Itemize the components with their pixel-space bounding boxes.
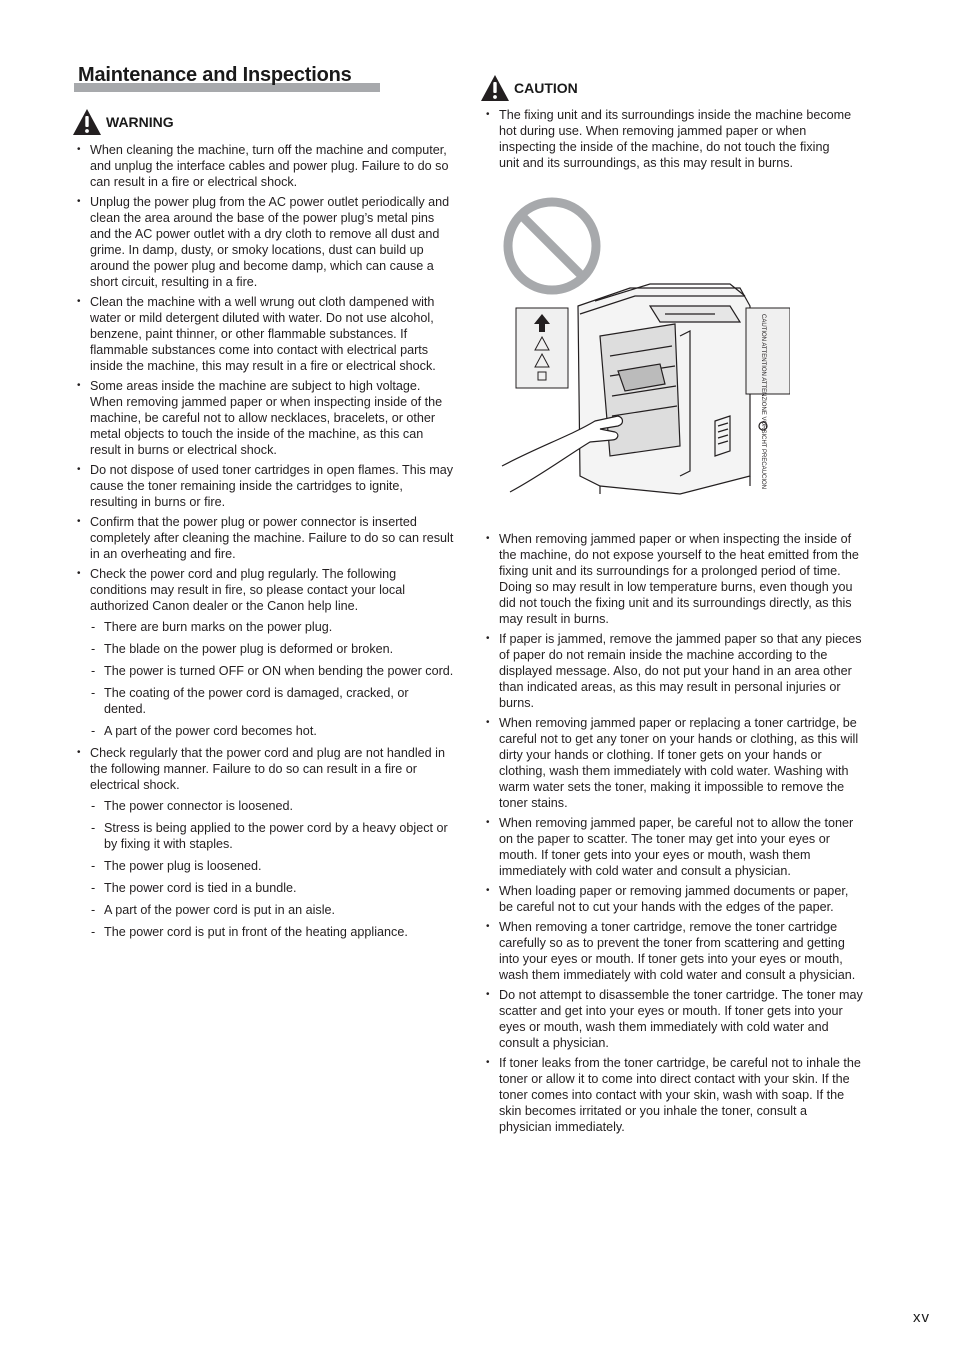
caution-label: CAUTION bbox=[514, 80, 578, 96]
caution-header bbox=[480, 74, 578, 102]
warning-triangle-icon bbox=[72, 108, 102, 136]
list-item bbox=[74, 194, 454, 290]
title-block bbox=[74, 64, 380, 92]
list-item bbox=[483, 987, 863, 1051]
prohibition-icon bbox=[508, 202, 596, 290]
list-item-text: Clean the machine with a well wrung out cloth dampened with water or mild detergent diluted with water. Do not use alcohol, benzene, paint thinner, or other flammable substances. If flammable substances come into contact with electrical parts inside the machine, this may result in a fire or electrical shock. bbox=[90, 295, 436, 373]
warning-header bbox=[72, 108, 174, 136]
list-item bbox=[483, 531, 863, 627]
list-item bbox=[74, 378, 454, 458]
sub-list-item: - A part of the power cord is put in an aisle. bbox=[90, 902, 454, 918]
sub-list-item: - The blade on the power plug is deformed or broken. bbox=[90, 641, 454, 657]
list-item-text: When removing a toner cartridge, remove the toner cartridge carefully so as to prevent the toner from scattering and getting into your eyes or mouth. If toner gets into your eyes or mouth, wash them immediately with cold water and consult a physician. bbox=[499, 920, 856, 982]
sub-list-item: - The power plug is loosened. bbox=[90, 858, 454, 874]
sub-list-item: - The power is turned OFF or ON when bending the power cord. bbox=[90, 663, 454, 679]
list-item bbox=[74, 462, 454, 510]
caution-triangle-icon bbox=[480, 74, 510, 102]
sub-list-item: - The power cord is tied in a bundle. bbox=[90, 880, 454, 896]
sub-list bbox=[90, 619, 454, 739]
list-item-text: If paper is jammed, remove the jammed paper so that any pieces of paper do not remain inside the machine according to the displayed message. Also, do not put your hand in an area other than indicated areas, as this may result in personal injuries or burns. bbox=[499, 632, 862, 710]
list-item-text: Check the power cord and plug regularly. The following conditions may result in fire, so please contact your local authorized Canon dealer or the Canon help line. bbox=[90, 567, 405, 613]
caution-intro-list bbox=[483, 107, 853, 175]
list-item bbox=[483, 107, 853, 171]
warning-label: WARNING bbox=[106, 114, 174, 130]
list-item bbox=[74, 142, 454, 190]
list-item bbox=[483, 815, 863, 879]
sub-list-item: - The power cord is put in front of the heating appliance. bbox=[90, 924, 454, 940]
list-item bbox=[483, 631, 863, 711]
printer-illustration bbox=[500, 196, 790, 496]
list-item-text: Confirm that the power plug or power connector is inserted completely after cleaning the machine. Failure to do so can result in an overheating and fire. bbox=[90, 515, 454, 561]
list-item bbox=[74, 745, 454, 940]
list-item bbox=[483, 883, 863, 915]
sub-list-item: - There are burn marks on the power plug. bbox=[90, 619, 454, 635]
page-number: xv bbox=[913, 1309, 930, 1326]
list-item-text: Do not attempt to disassemble the toner cartridge. The toner may scatter and get into your eyes or mouth. If toner gets into your eyes or mouth, wash them immediately with cold water and consult a physician. bbox=[499, 988, 863, 1050]
list-item-text: When removing jammed paper or replacing a toner cartridge, be careful not to get any toner on your hands or clothing, as this will dirty your hands or clothing. If toner gets on your hands or clothing, wash them immediately with cold water. Washing with warm water sets the toner, making it impossible to remove the toner stains. bbox=[499, 716, 859, 810]
list-item bbox=[483, 919, 863, 983]
caution-list bbox=[483, 531, 863, 1139]
list-item bbox=[74, 514, 454, 562]
left-caution-label bbox=[516, 308, 568, 388]
list-item-text: When removing jammed paper or when inspecting the inside of the machine, do not expose yourself to the heat emitted from the fixing unit and its surroundings for a prolonged period of time. Doing so may result in low temperature burns, even though you did not touch the fixing unit and its surroundings directly, as this may result in burns. bbox=[499, 532, 859, 626]
list-item bbox=[74, 294, 454, 374]
sub-list-item: - Stress is being applied to the power cord by a heavy object or by fixing it with staples. bbox=[90, 820, 454, 852]
list-item-text: When cleaning the machine, turn off the machine and computer, and unplug the interface cables and power plug. Failure to do so can result in a fire or electrical shock. bbox=[90, 143, 449, 189]
warning-list bbox=[74, 142, 454, 946]
list-item-text: When loading paper or removing jammed documents or paper, be careful not to cut your hands with the edges of the paper. bbox=[499, 884, 849, 914]
page-title: Maintenance and Inspections bbox=[78, 64, 352, 86]
right-caution-label bbox=[746, 308, 790, 489]
list-item-text: Unplug the power plug from the AC power outlet periodically and clean the area around the base of the power plug’s metal pins and the AC power outlet with a dry cloth to remove all dust and grime. In damp, dusty, or smoky locations, dust can build up around the power plug and become damp, which can cause a short circuit, resulting in a fire. bbox=[90, 195, 450, 289]
list-item-text: If toner leaks from the toner cartridge, be careful not to inhale the toner or allow it to come into direct contact with your skin. If the toner comes into contact with your skin, wash with soap. If the skin becomes irritated or you inhale the toner, consult a physician immediately. bbox=[499, 1056, 861, 1134]
list-item bbox=[483, 715, 863, 811]
sub-list bbox=[90, 798, 454, 940]
list-item-text: Some areas inside the machine are subject to high voltage. When removing jammed paper or when inspecting inside of the machine, be careful not to allow necklaces, bracelets, or other metal objects to touch the inside of the machine, as this can result in burns or electrical shock. bbox=[90, 379, 443, 457]
list-item-text: When removing jammed paper, be careful not to allow the toner on the paper to scatter. The toner may get into your eyes or mouth. If toner gets into your eyes or mouth, wash them immediately with cold water and consult a physician. bbox=[499, 816, 854, 878]
list-item bbox=[483, 1055, 863, 1135]
sub-list-item: - The coating of the power cord is damaged, cracked, or dented. bbox=[90, 685, 454, 717]
list-item bbox=[74, 566, 454, 739]
list-item-text: Do not dispose of used toner cartridges in open flames. This may cause the toner remaining inside the cartridges to ignite, resulting in burns or fire. bbox=[90, 463, 454, 509]
list-item-text: The fixing unit and its surroundings inside the machine become hot during use. When removing jammed paper or when inspecting the inside of the machine, do not touch the fixing unit and its surroundings, as this may result in burns. bbox=[499, 108, 852, 170]
figure-label-text: CAUTION ATTENTION ATTENZIONE VORSICHT PRECAUCION bbox=[760, 314, 766, 490]
list-item-text: Check regularly that the power cord and plug are not handled in the following manner. Failure to do so can result in a fire or electrical shock. bbox=[90, 746, 445, 792]
sub-list-item: - A part of the power cord becomes hot. bbox=[90, 723, 454, 739]
sub-list-item: - The power connector is loosened. bbox=[90, 798, 454, 814]
printer-drawing bbox=[578, 284, 767, 494]
